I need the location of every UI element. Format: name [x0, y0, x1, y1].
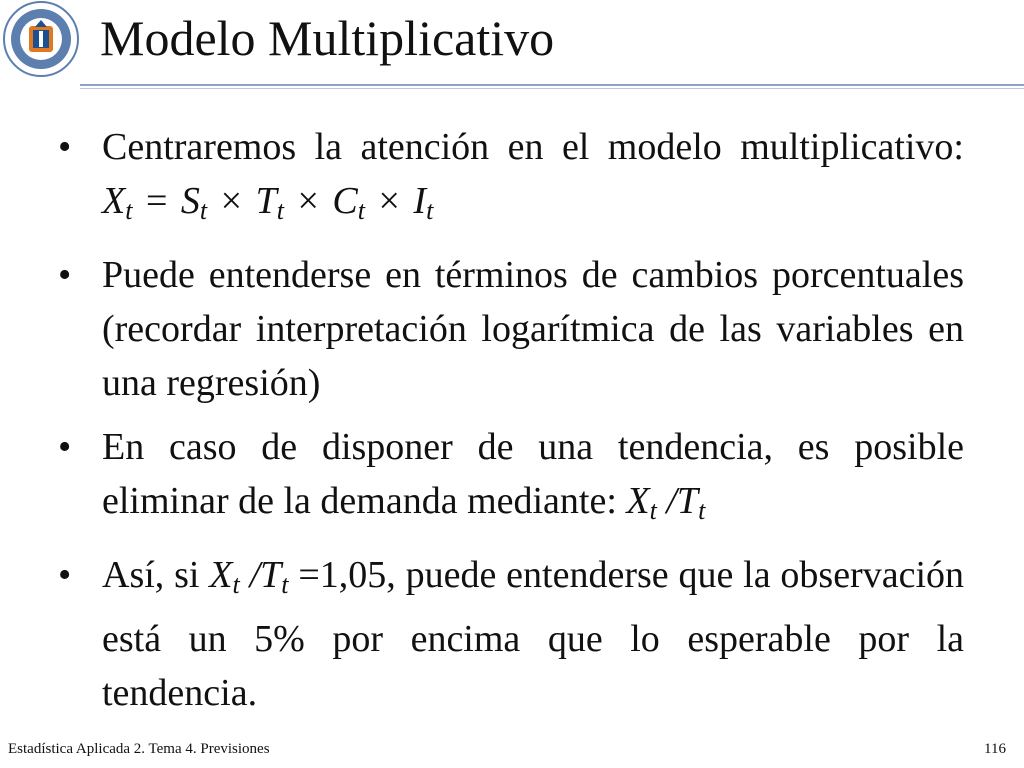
university-logo: [2, 0, 80, 78]
bullet-text: Centraremos la atención en el modelo multiplicativo:: [102, 126, 964, 168]
bullet-text-before: Así, si: [102, 554, 200, 596]
bullet-dot: •: [58, 426, 72, 468]
bullet-text: Puede entenderse en términos de cambios porcentuales (recordar interpretación logarítmica de las variables en una regresión): [102, 254, 964, 404]
bullet-item-2: [58, 248, 964, 410]
bullet-dot: •: [58, 254, 72, 296]
bullet-item-3: [58, 420, 964, 538]
detrend-formula: $X_t$ $/T_t$: [626, 480, 706, 525]
slide-header: [0, 0, 1024, 92]
slide-title: Modelo Multiplicativo: [100, 10, 555, 66]
title-divider-secondary: [80, 88, 1024, 89]
multiplicative-formula: $X_t = S_t \times T_t \times C_t \times I_t$: [102, 180, 434, 225]
ratio-formula: $X_t$ $/T_t =1,05$,: [209, 554, 396, 599]
bullet-item-4: [58, 548, 964, 720]
bullet-item-1: [58, 120, 964, 238]
footer-course-label: Estadística Aplicada 2. Tema 4. Previsiones: [8, 741, 274, 758]
title-divider: [80, 84, 1024, 86]
bullet-dot: •: [58, 126, 72, 168]
bullet-list: [58, 120, 964, 720]
bullet-dot: •: [58, 554, 72, 596]
bullet-text: En caso de disponer de una tendencia, es posible eliminar de la demanda mediante:: [102, 426, 964, 522]
bullet-text-after: puede entenderse que la observación está un 5% por encima que lo esperable por la tendencia.: [102, 554, 965, 714]
page-number: 116: [984, 741, 1006, 757]
